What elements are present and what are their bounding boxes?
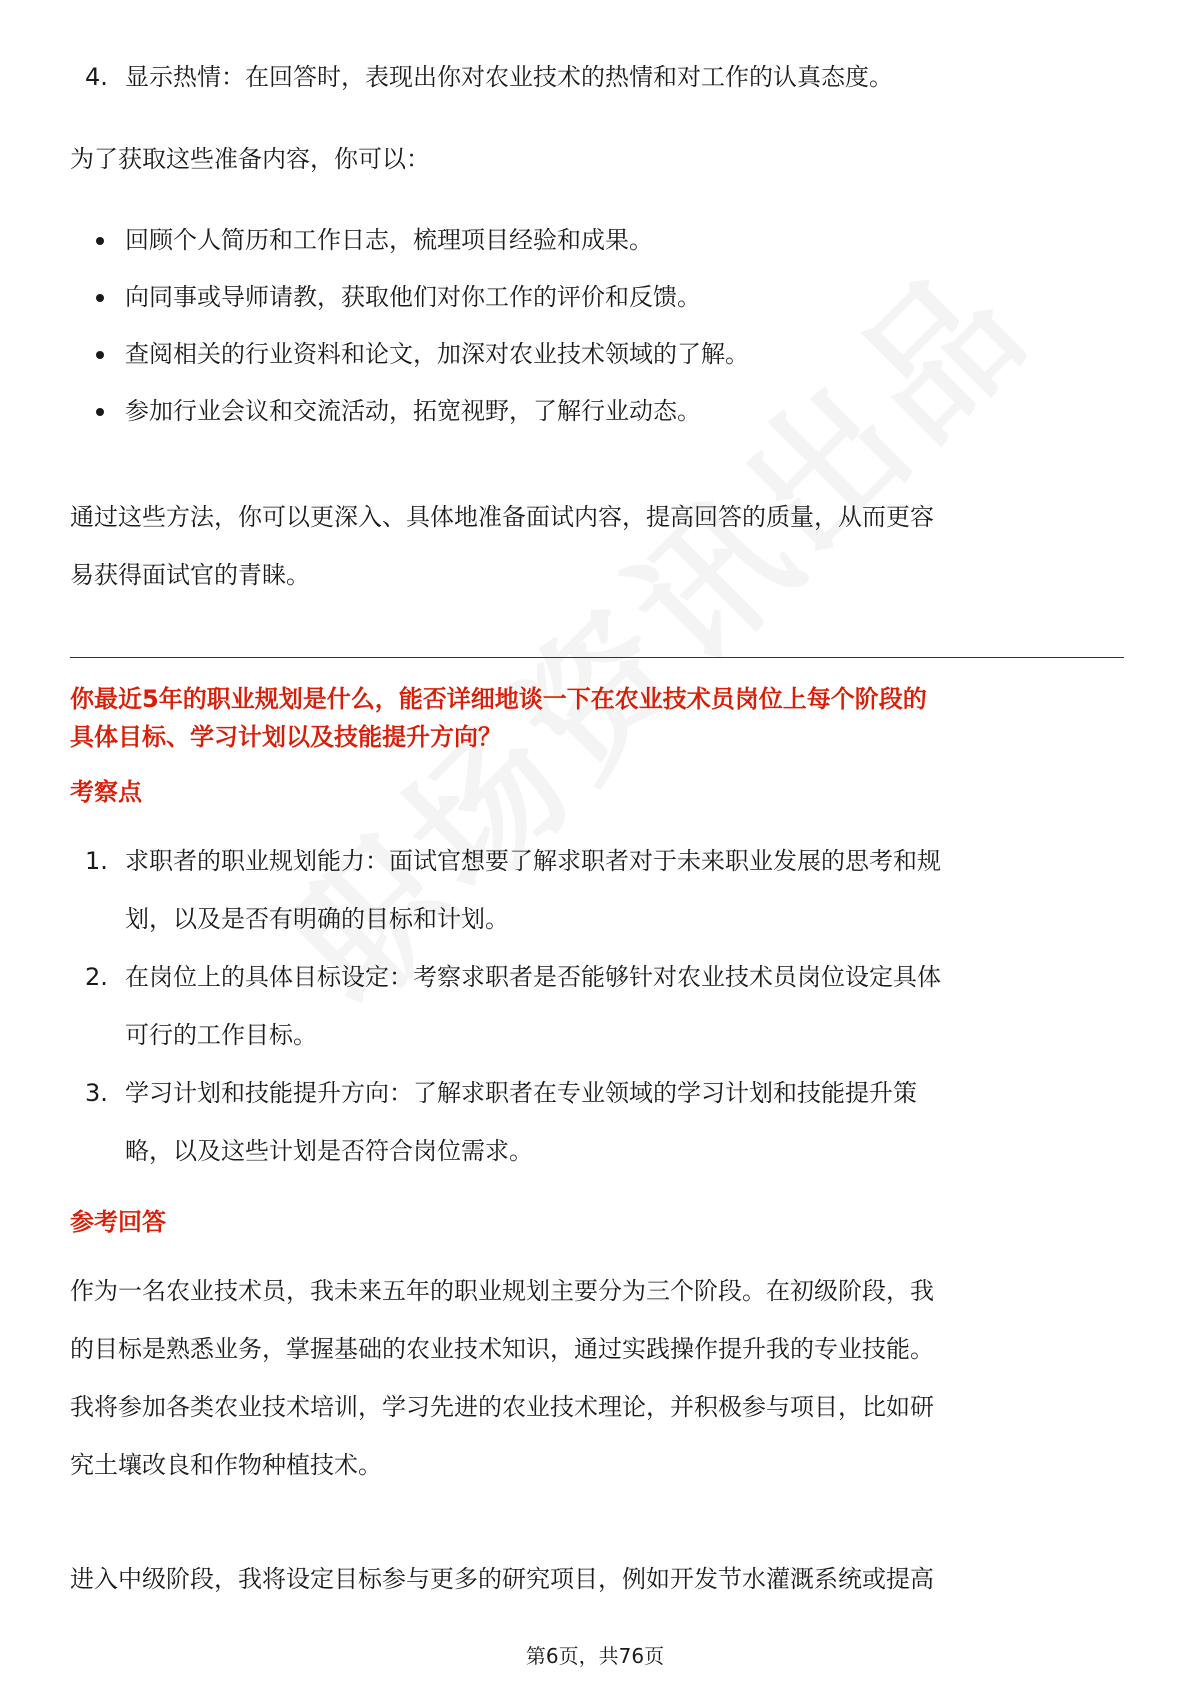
item-number: 2. — [85, 963, 108, 991]
bullet-dot-icon — [96, 408, 104, 416]
item-number: 3. — [85, 1079, 108, 1107]
point-line: 在岗位上的具体目标设定：考察求职者是否能够针对农业技术员岗位设定具体 — [125, 963, 941, 991]
point-line: 可行的工作目标。 — [125, 1021, 317, 1049]
bullet-text: 参加行业会议和交流活动，拓宽视野，了解行业动态。 — [125, 397, 701, 425]
answer-line: 究土壤改良和作物种植技术。 — [70, 1451, 382, 1479]
intro-paragraph: 为了获取这些准备内容，你可以： — [70, 145, 430, 173]
point-item-1 — [70, 832, 1120, 948]
question-heading — [70, 680, 1120, 756]
summary-line: 通过这些方法，你可以更深入、具体地准备面试内容，提高回答的质量，从而更容 — [70, 503, 934, 531]
point-line: 略，以及这些计划是否符合岗位需求。 — [125, 1137, 533, 1165]
section-label-points: 考察点 — [70, 778, 142, 806]
bullet-item — [70, 269, 1120, 326]
question-line: 具体目标、学习计划以及技能提升方向？ — [70, 723, 502, 751]
point-line: 学习计划和技能提升方向：了解求职者在专业领域的学习计划和技能提升策 — [125, 1079, 917, 1107]
bullet-list — [70, 212, 1120, 440]
answer-paragraph-2: 进入中级阶段，我将设定目标参与更多的研究项目，例如开发节水灌溉系统或提高 — [70, 1565, 934, 1593]
point-line: 划，以及是否有明确的目标和计划。 — [125, 905, 509, 933]
bullet-item — [70, 383, 1120, 440]
summary-line: 易获得面试官的青睐。 — [70, 561, 310, 589]
points-list — [70, 832, 1120, 1180]
numbered-item-4 — [70, 48, 1175, 106]
answer-line: 我将参加各类农业技术培训，学习先进的农业技术理论，并积极参与项目，比如研 — [70, 1393, 934, 1421]
section-divider — [70, 657, 1124, 658]
bullet-item — [70, 326, 1120, 383]
answer-line: 的目标是熟悉业务，掌握基础的农业技术知识，通过实践操作提升我的专业技能。 — [70, 1335, 934, 1363]
item-text: 显示热情：在回答时，表现出你对农业技术的热情和对工作的认真态度。 — [125, 63, 893, 91]
summary-paragraph — [70, 488, 1120, 604]
item-number: 1. — [85, 847, 108, 875]
page-footer: 第6页，共76页 — [525, 1644, 665, 1668]
bullet-dot-icon — [96, 237, 104, 245]
question-line: 你最近5年的职业规划是什么，能否详细地谈一下在农业技术员岗位上每个阶段的 — [70, 685, 927, 713]
bullet-item — [70, 212, 1120, 269]
bullet-dot-icon — [96, 351, 104, 359]
answer-line: 作为一名农业技术员，我未来五年的职业规划主要分为三个阶段。在初级阶段，我 — [70, 1277, 934, 1305]
bullet-text: 回顾个人简历和工作日志，梳理项目经验和成果。 — [125, 226, 653, 254]
point-line: 求职者的职业规划能力：面试官想要了解求职者对于未来职业发展的思考和规 — [125, 847, 941, 875]
bullet-text: 查阅相关的行业资料和论文，加深对农业技术领域的了解。 — [125, 340, 749, 368]
point-item-3 — [70, 1064, 1120, 1180]
bullet-dot-icon — [96, 294, 104, 302]
point-item-2 — [70, 948, 1120, 1064]
bullet-text: 向同事或导师请教，获取他们对你工作的评价和反馈。 — [125, 283, 701, 311]
item-number: 4. — [85, 63, 108, 91]
section-label-answer: 参考回答 — [70, 1208, 166, 1236]
answer-paragraph-1 — [70, 1262, 1130, 1494]
